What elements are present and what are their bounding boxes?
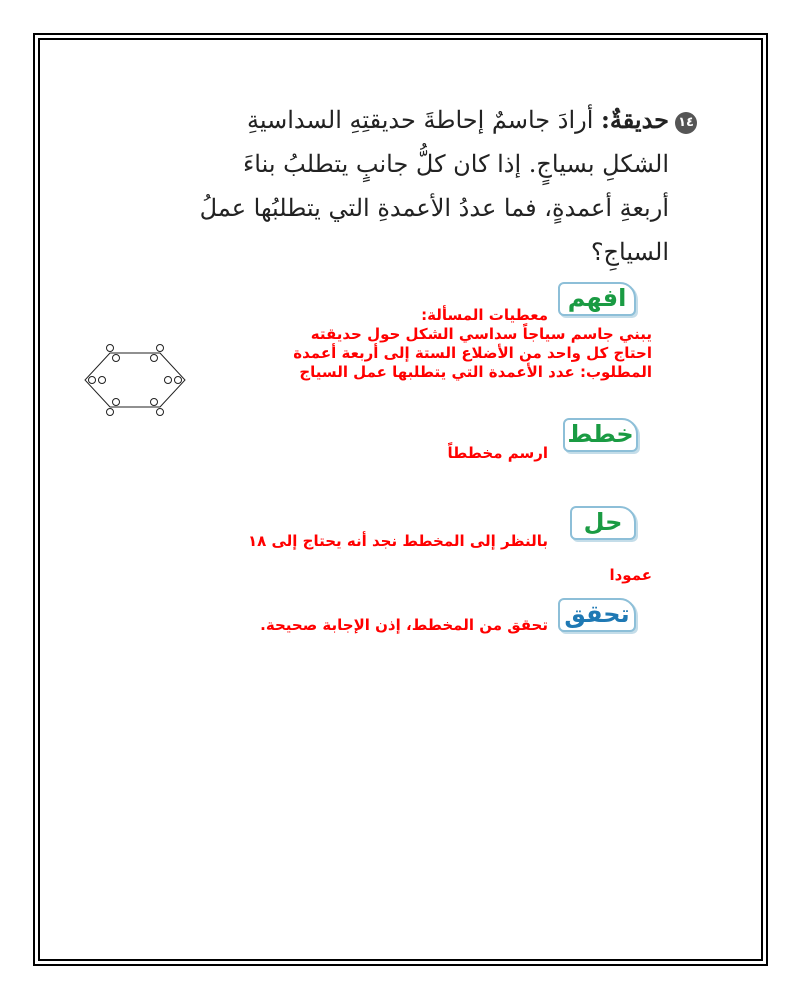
- given-lines: [293, 325, 652, 382]
- post-circle: [107, 409, 114, 416]
- plan-text: ارسم مخططاً: [447, 444, 548, 462]
- post-circle: [89, 377, 96, 384]
- given-line: المطلوب: عدد الأعمدة التي يتطلبها عمل السياج: [299, 363, 652, 381]
- understand-label: افهم: [558, 282, 636, 316]
- solve-text-continued: عمودا: [609, 566, 652, 584]
- post-circle: [113, 399, 120, 406]
- given-heading: معطيات المسألة:: [421, 306, 548, 324]
- plan-label: خطط: [563, 418, 638, 452]
- post-circle: [151, 399, 158, 406]
- question-number-badge: ١٤: [675, 112, 697, 134]
- problem-keyword: حديقةٌ:: [601, 105, 669, 134]
- post-circle: [157, 345, 164, 352]
- post-circle: [151, 355, 158, 362]
- check-text: تحقق من المخطط، إذن الإجابة صحيحة.: [260, 616, 548, 634]
- post-circle: [99, 377, 106, 384]
- solve-text: بالنظر إلى المخطط نجد أنه يحتاج إلى ١٨: [247, 532, 548, 550]
- check-label: تحقق: [558, 598, 636, 632]
- post-circle: [107, 345, 114, 352]
- given-line: يبني جاسم سياجاً سداسي الشكل حول حديقته: [310, 325, 652, 343]
- given-line: احتاج كل واحد من الأضلاع الستة إلى أربعة أعمدة: [293, 344, 652, 362]
- solve-label: حل: [570, 506, 636, 540]
- post-circle: [157, 409, 164, 416]
- post-circle: [113, 355, 120, 362]
- problem-statement: [199, 98, 669, 274]
- post-circle: [175, 377, 182, 384]
- post-circle: [165, 377, 172, 384]
- problem-text: أرادَ جاسمٌ إحاطةَ حديقتِهِ السداسيةِ الشكلِ بسياجٍ. إذا كان كلُّ جانبٍ يتطلبُ بناءَ أربعةِ أعمدةٍ، فما عددُ الأعمدةِ التي يتطلبُها عملُ السياجِ؟: [199, 106, 669, 266]
- hexagon-diagram: [80, 340, 190, 420]
